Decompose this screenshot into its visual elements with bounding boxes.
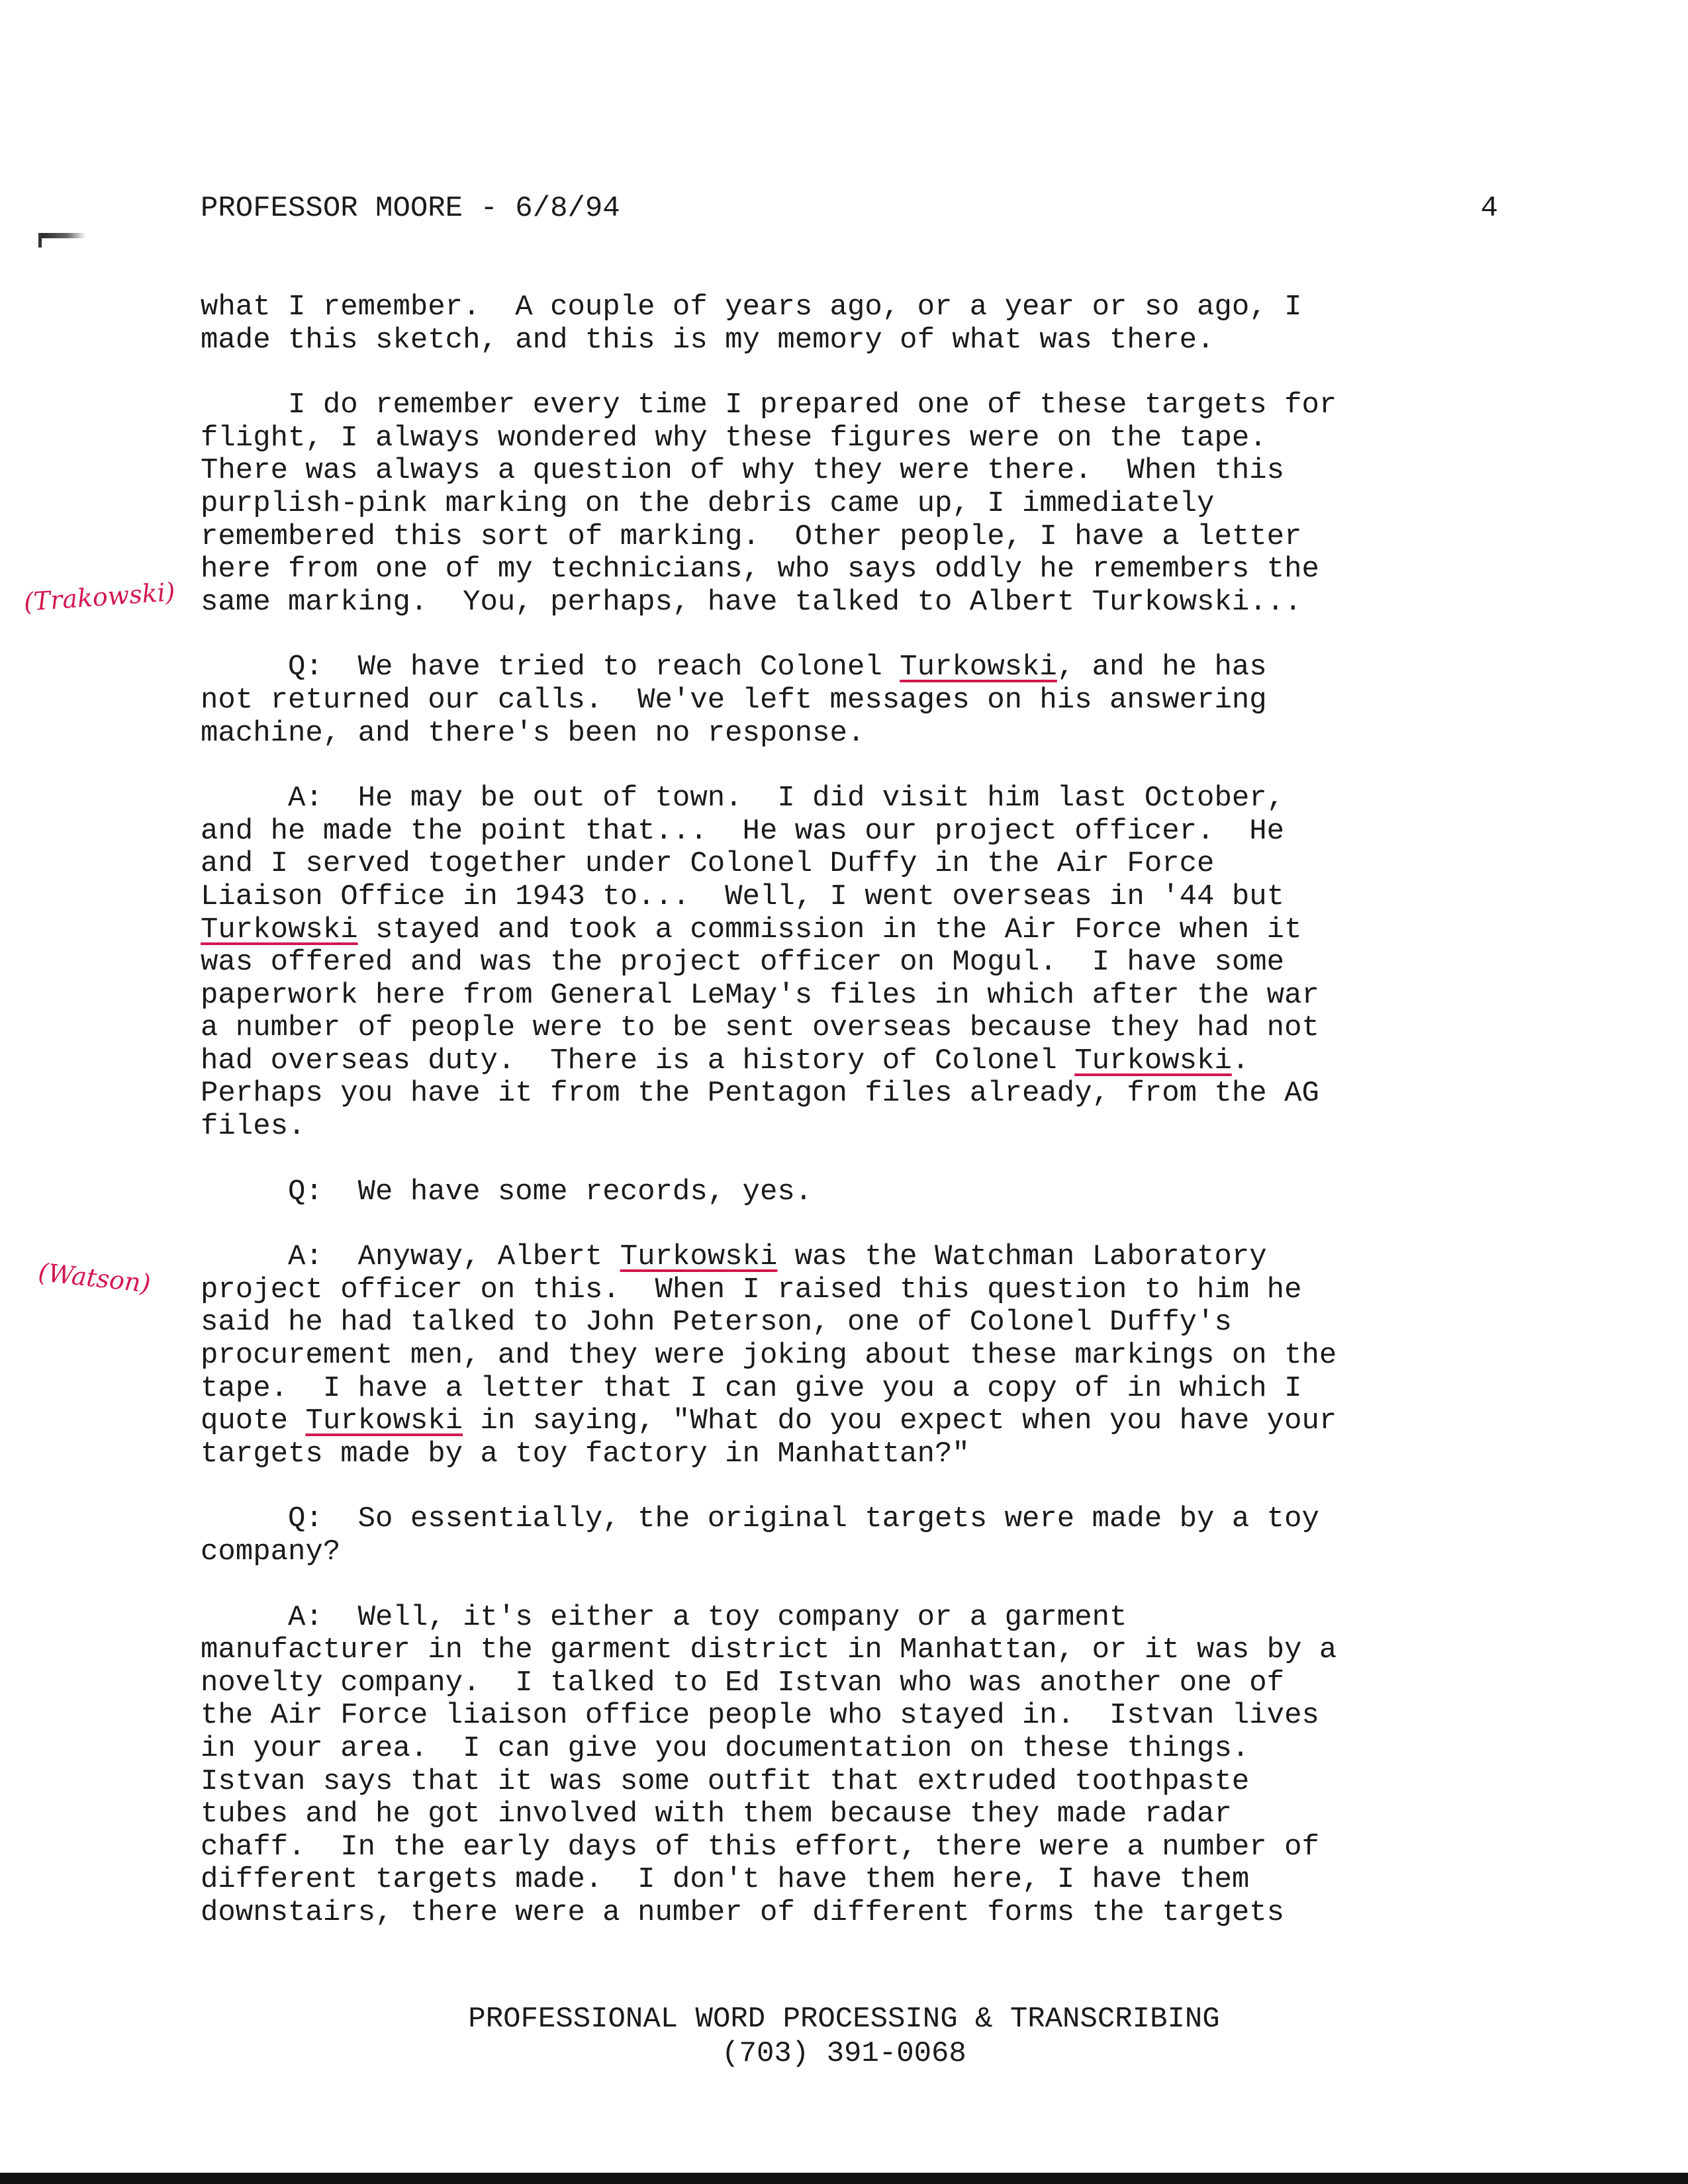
- text-line: the Air Force liaison office people who stayed in. Istvan lives: [201, 1699, 1319, 1733]
- text-line: Q: We have tried to reach Colonel Turkowski, and he has: [201, 651, 1267, 684]
- text-line: was offered and was the project officer on Mogul. I have some: [201, 946, 1285, 979]
- text-line: different targets made. I don't have them here, I have them: [201, 1863, 1250, 1897]
- transcript-paragraph: [201, 651, 1498, 750]
- text-line: tape. I have a letter that I can give you a copy of in which I: [201, 1371, 1302, 1405]
- text-line: Perhaps you have it from the Pentagon files already, from the AG: [201, 1077, 1319, 1111]
- text-line: A: He may be out of town. I did visit him last October,: [201, 782, 1285, 815]
- text-line: same marking. You, perhaps, have talked to Albert Turkowski...: [201, 585, 1302, 619]
- text-line: remembered this sort of marking. Other people, I have a letter: [201, 520, 1302, 553]
- underlined-name: Turkowski: [305, 1404, 463, 1438]
- underlined-name: Turkowski: [620, 1240, 778, 1274]
- text-line: chaff. In the early days of this effort, there were a number of: [201, 1830, 1319, 1864]
- transcript-paragraph: [201, 291, 1498, 357]
- transcript-paragraph: [201, 389, 1498, 619]
- footer-company: PROFESSIONAL WORD PROCESSING & TRANSCRIBING: [468, 2003, 1220, 2036]
- text-line: flight, I always wondered why these figures were on the tape.: [201, 421, 1267, 455]
- text-line: A: Well, it's either a toy company or a garment: [201, 1600, 1127, 1634]
- text-line: downstairs, there were a number of different forms the targets: [201, 1895, 1285, 1929]
- text-line: what I remember. A couple of years ago, or a year or so ago, I: [201, 291, 1302, 324]
- text-line: There was always a question of why they were there. When this: [201, 454, 1285, 488]
- text-line: Istvan says that it was some outfit that extruded toothpaste: [201, 1764, 1250, 1798]
- text-line: A: Anyway, Albert Turkowski was the Watchman Laboratory: [201, 1240, 1267, 1274]
- text-line: and I served together under Colonel Duffy in the Air Force: [201, 847, 1215, 881]
- text-line: made this sketch, and this is my memory of what was there.: [201, 323, 1215, 357]
- transcript-body: [201, 291, 1498, 1962]
- text-line: Q: We have some records, yes.: [201, 1175, 813, 1208]
- text-line: not returned our calls. We've left messages on his answering: [201, 683, 1267, 717]
- text-line: a number of people were to be sent overseas because they had not: [201, 1011, 1319, 1045]
- text-line: Liaison Office in 1943 to... Well, I went overseas in '44 but: [201, 880, 1285, 913]
- transcript-paragraph: [201, 782, 1498, 1144]
- transcript-paragraph: [201, 1176, 1498, 1209]
- page-footer: [0, 2002, 1688, 2071]
- text-line: machine, and there's been no response.: [201, 716, 865, 750]
- text-line: I do remember every time I prepared one of these targets for: [201, 388, 1337, 422]
- text-line: purplish-pink marking on the debris came up, I immediately: [201, 486, 1215, 520]
- text-line: procurement men, and they were joking about these markings on the: [201, 1339, 1337, 1373]
- text-line: Q: So essentially, the original targets were made by a toy: [201, 1502, 1319, 1536]
- text-line: in your area. I can give you documentation on these things.: [201, 1731, 1250, 1765]
- text-line: targets made by a toy factory in Manhattan?": [201, 1437, 970, 1471]
- text-line: manufacturer in the garment district in Manhattan, or it was by a: [201, 1633, 1337, 1667]
- page-number: 4: [1480, 192, 1498, 225]
- transcript-paragraph: [201, 1602, 1498, 1930]
- text-line: novelty company. I talked to Ed Istvan who was another one of: [201, 1666, 1285, 1700]
- text-line: here from one of my technicians, who says oddly he remembers the: [201, 553, 1319, 586]
- header-title: PROFESSOR MOORE - 6/8/94: [201, 192, 620, 225]
- text-line: had overseas duty. There is a history of Colonel Turkowski.: [201, 1044, 1250, 1077]
- text-line: paperwork here from General LeMay's files in which after the war: [201, 978, 1319, 1012]
- footer-phone: (703) 391-0068: [722, 2037, 966, 2070]
- handwritten-note-watson: (Watson): [36, 1257, 152, 1298]
- text-line: Turkowski stayed and took a commission in the Air Force when it: [201, 913, 1302, 946]
- handwritten-note-trakowski: (Trakowski): [23, 577, 176, 617]
- transcript-paragraph: [201, 1241, 1498, 1471]
- text-line: tubes and he got involved with them because they made radar: [201, 1797, 1232, 1831]
- text-line: company?: [201, 1535, 341, 1569]
- scan-mark-tick: [38, 233, 42, 248]
- scan-bottom-border: [0, 2173, 1688, 2184]
- page-header: [201, 192, 1498, 229]
- text-line: project officer on this. When I raised this question to him he: [201, 1273, 1302, 1306]
- text-line: files.: [201, 1110, 306, 1144]
- underlined-name: Turkowski: [1074, 1044, 1232, 1077]
- transcript-paragraph: [201, 1503, 1498, 1569]
- text-line: quote Turkowski in saying, "What do you expect when you have your: [201, 1404, 1337, 1438]
- underlined-name: Turkowski: [900, 651, 1057, 684]
- text-line: and he made the point that... He was our project officer. He: [201, 814, 1285, 848]
- text-line: said he had talked to John Peterson, one of Colonel Duffy's: [201, 1306, 1232, 1340]
- scan-mark: [38, 233, 86, 238]
- underlined-name: Turkowski: [201, 913, 358, 946]
